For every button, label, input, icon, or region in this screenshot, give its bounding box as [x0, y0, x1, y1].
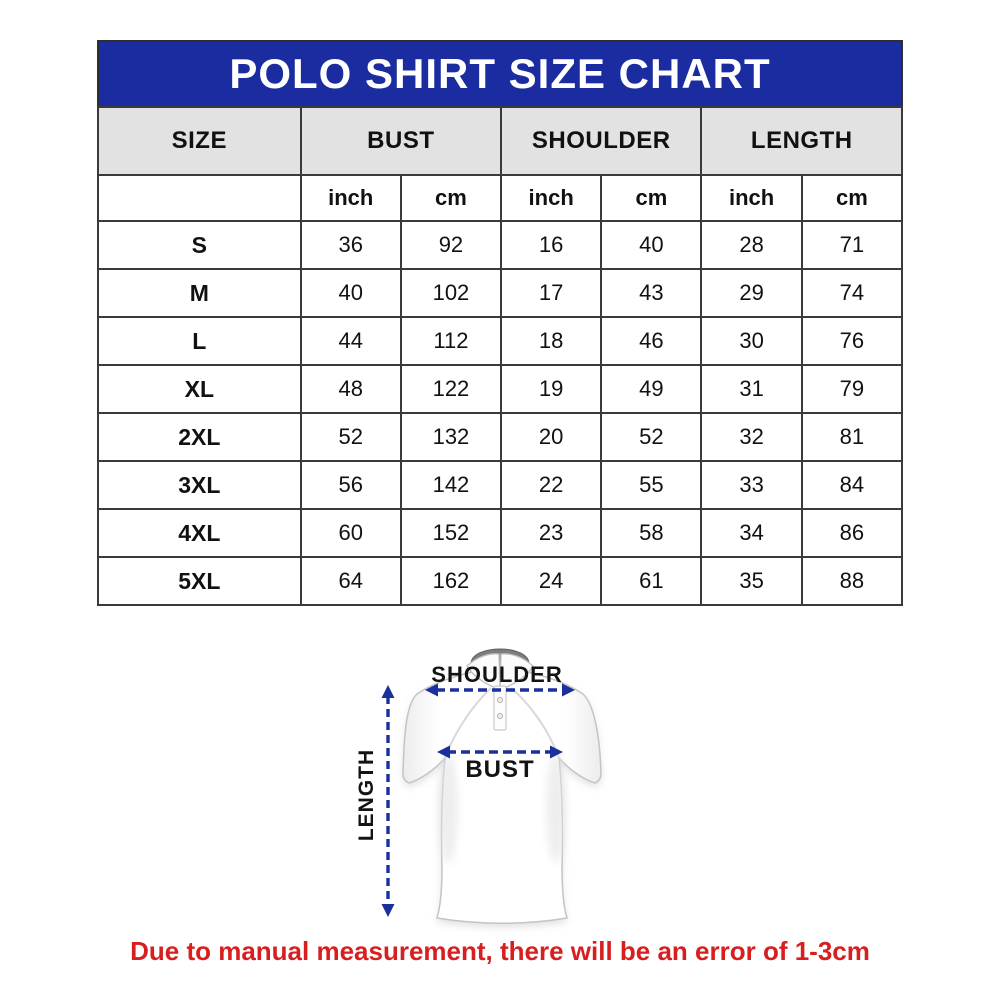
cell-value: 79	[802, 365, 902, 413]
size-label: 4XL	[98, 509, 301, 557]
shirt-shade-left	[438, 753, 458, 863]
cell-value: 40	[301, 269, 401, 317]
shoulder-label: SHOULDER	[431, 662, 563, 687]
cell-value: 31	[701, 365, 801, 413]
col-header-size: SIZE	[98, 107, 301, 175]
size-chart-panel	[97, 40, 903, 606]
chart-title: POLO SHIRT SIZE CHART	[229, 50, 771, 97]
cell-value: 55	[601, 461, 701, 509]
cell-value: 17	[501, 269, 601, 317]
size-label: 2XL	[98, 413, 301, 461]
size-label: L	[98, 317, 301, 365]
cell-value: 18	[501, 317, 601, 365]
cell-value: 43	[601, 269, 701, 317]
cell-value: 19	[501, 365, 601, 413]
unit-corner-cell	[98, 175, 301, 221]
cell-value: 24	[501, 557, 601, 605]
button-bottom	[497, 713, 502, 718]
cell-value: 132	[401, 413, 501, 461]
cell-value: 35	[701, 557, 801, 605]
cell-value: 84	[802, 461, 902, 509]
cell-value: 40	[601, 221, 701, 269]
unit-bust-cm: cm	[401, 175, 501, 221]
polo-shirt-illustration	[340, 628, 670, 958]
size-label: S	[98, 221, 301, 269]
button-top	[497, 697, 502, 702]
unit-length-cm: cm	[802, 175, 902, 221]
col-header-shoulder: SHOULDER	[501, 107, 701, 175]
cell-value: 22	[501, 461, 601, 509]
cell-value: 16	[501, 221, 601, 269]
table-row	[98, 461, 902, 509]
length-arrowhead-top	[382, 685, 395, 698]
cell-value: 88	[802, 557, 902, 605]
cell-value: 76	[802, 317, 902, 365]
cell-value: 71	[802, 221, 902, 269]
cell-value: 32	[701, 413, 801, 461]
cell-value: 23	[501, 509, 601, 557]
cell-value: 28	[701, 221, 801, 269]
cell-value: 92	[401, 221, 501, 269]
size-table	[97, 106, 903, 606]
measurement-error-note: Due to manual measurement, there will be an error of 1-3cm	[130, 936, 870, 966]
cell-value: 64	[301, 557, 401, 605]
cell-value: 52	[601, 413, 701, 461]
unit-header-row	[98, 175, 902, 221]
cell-value: 34	[701, 509, 801, 557]
placket	[494, 686, 506, 730]
shirt-shade-right	[546, 753, 566, 863]
cell-value: 46	[601, 317, 701, 365]
size-label: M	[98, 269, 301, 317]
cell-value: 152	[401, 509, 501, 557]
col-header-bust: BUST	[301, 107, 501, 175]
cell-value: 52	[301, 413, 401, 461]
cell-value: 86	[802, 509, 902, 557]
cell-value: 44	[301, 317, 401, 365]
length-label: LENGTH	[355, 748, 378, 842]
table-row	[98, 317, 902, 365]
cell-value: 48	[301, 365, 401, 413]
bust-label: BUST	[465, 756, 535, 783]
cell-value: 81	[802, 413, 902, 461]
cell-value: 20	[501, 413, 601, 461]
table-row	[98, 509, 902, 557]
cell-value: 60	[301, 509, 401, 557]
table-row	[98, 269, 902, 317]
cell-value: 61	[601, 557, 701, 605]
size-label: 5XL	[98, 557, 301, 605]
cell-value: 36	[301, 221, 401, 269]
unit-shoulder-inch: inch	[501, 175, 601, 221]
table-row	[98, 221, 902, 269]
col-header-length: LENGTH	[701, 107, 902, 175]
cell-value: 74	[802, 269, 902, 317]
size-label: XL	[98, 365, 301, 413]
table-row	[98, 365, 902, 413]
cell-value: 49	[601, 365, 701, 413]
table-header-row	[98, 107, 902, 175]
cell-value: 162	[401, 557, 501, 605]
table-row	[98, 413, 902, 461]
cell-value: 56	[301, 461, 401, 509]
cell-value: 33	[701, 461, 801, 509]
cell-value: 122	[401, 365, 501, 413]
measurement-diagram	[340, 628, 670, 958]
table-row	[98, 557, 902, 605]
cell-value: 58	[601, 509, 701, 557]
size-label: 3XL	[98, 461, 301, 509]
cell-value: 29	[701, 269, 801, 317]
cell-value: 112	[401, 317, 501, 365]
cell-value: 142	[401, 461, 501, 509]
unit-bust-inch: inch	[301, 175, 401, 221]
unit-shoulder-cm: cm	[601, 175, 701, 221]
cell-value: 30	[701, 317, 801, 365]
unit-length-inch: inch	[701, 175, 801, 221]
cell-value: 102	[401, 269, 501, 317]
length-arrowhead-bottom	[382, 904, 395, 917]
chart-title-bar	[97, 40, 903, 106]
